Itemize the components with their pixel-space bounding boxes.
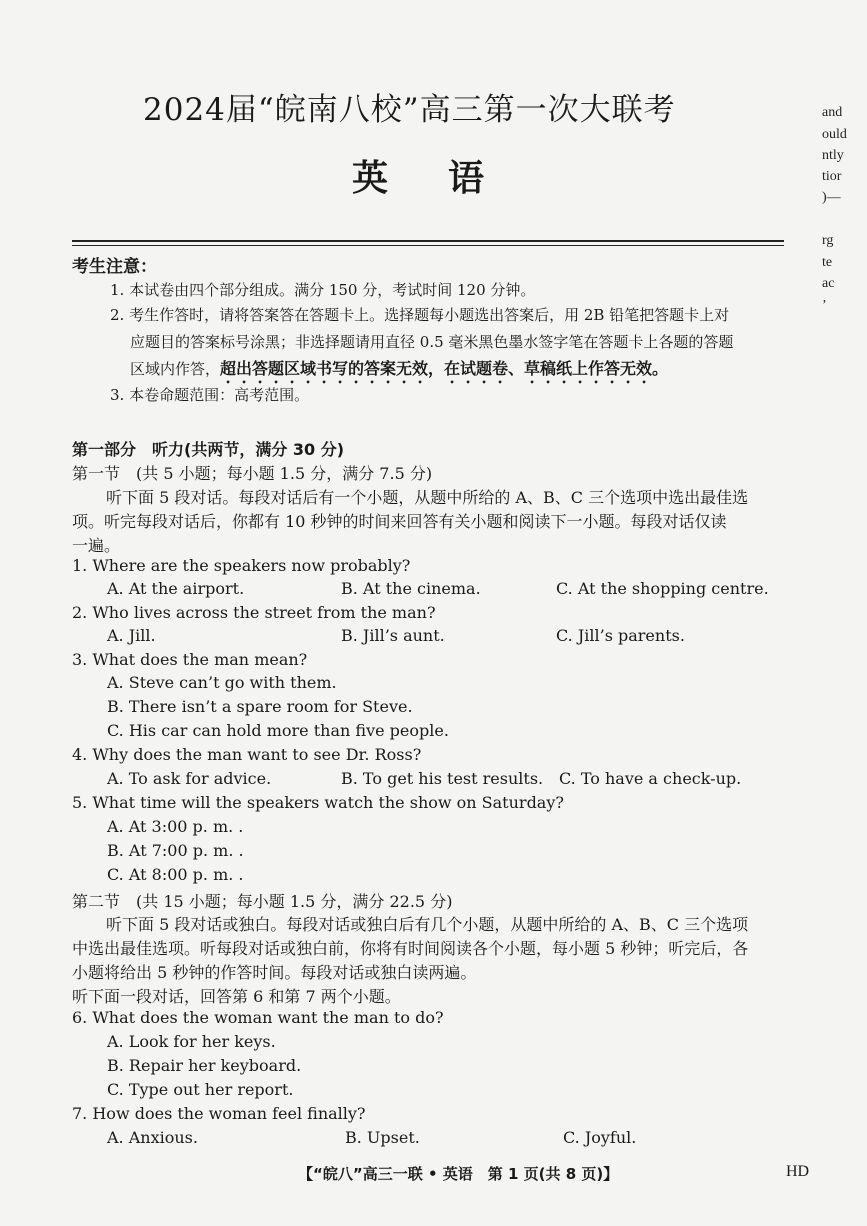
q6-option-b: B. Repair her keyboard.: [107, 1056, 302, 1075]
part1-heading: 第一部分 听力(共两节，满分 30 分): [72, 440, 345, 459]
margin-fragment: tior: [822, 169, 842, 184]
q2-option-a: A. Jill.: [107, 626, 156, 645]
notice-item-2-prefix: 区域内作答，: [130, 360, 221, 378]
margin-fragment: and: [822, 105, 843, 120]
subject-title: 英语: [352, 157, 545, 199]
q4-option-c: C. To have a check-up.: [559, 769, 742, 788]
q7-option-b: B. Upset.: [345, 1128, 420, 1147]
question-1: 1. Where are the speakers now probably?: [72, 556, 411, 575]
q7-option-c: C. Joyful.: [563, 1128, 637, 1147]
q6-option-a: A. Look for her keys.: [107, 1032, 276, 1051]
notice-warning: 超出答题区域书写的答案无效，在试题卷、草稿纸上作答无效。: [220, 359, 669, 378]
section2-instructions-3: 小题将给出 5 秒钟的作答时间。每段对话或独白读两遍。: [72, 963, 477, 982]
section1-instructions-1: 听下面 5 段对话。每段对话后有一个小题，从题中所给的 A、B、C 三个选项中选出最佳选: [106, 488, 749, 507]
margin-fragment: ’: [822, 298, 827, 313]
notice-item-3: 3. 本卷命题范围：高考范围。: [110, 386, 310, 404]
question-5: 5. What time will the speakers watch the show on Saturday?: [72, 793, 564, 812]
section2-instructions-1: 听下面 5 段对话或独白。每段对话或独白后有几个小题，从题中所给的 A、B、C 三个选项: [106, 915, 749, 934]
exam-title: 2024届“皖南八校”高三第一次大联考: [143, 92, 676, 128]
notice-item-2: 2. 考生作答时，请将答案答在答题卡上。选择题每小题选出答案后，用 2B 铅笔把答题卡上对: [110, 306, 730, 324]
q4-option-b: B. To get his test results.: [341, 769, 544, 788]
notice-heading: 考生注意：: [72, 257, 157, 277]
q1-option-c: C. At the shopping centre.: [556, 579, 769, 598]
section2-heading: 第二节 (共 15 小题；每小题 1.5 分，满分 22.5 分): [72, 892, 453, 911]
q3-option-a: A. Steve can’t go with them.: [107, 673, 337, 692]
q1-option-a: A. At the airport.: [107, 579, 245, 598]
q3-option-c: C. His car can hold more than five people.: [107, 721, 449, 740]
section1-instructions-2: 项。听完每段对话后，你都有 10 秒钟的时间来回答有关小题和阅读下一小题。每段对话仅读: [72, 512, 727, 531]
footer-code: HD: [786, 1163, 810, 1180]
margin-fragment: rg: [822, 233, 834, 248]
question-4: 4. Why does the man want to see Dr. Ross?: [72, 745, 422, 764]
header-rule-thin: [72, 245, 784, 246]
q1-option-b: B. At the cinema.: [341, 579, 481, 598]
q6-option-c: C. Type out her report.: [107, 1080, 294, 1099]
notice-item-2-cont2: [130, 356, 668, 387]
margin-fragment: ac: [822, 276, 835, 291]
q2-option-c: C. Jill’s parents.: [556, 626, 685, 645]
margin-fragment: te: [822, 255, 833, 270]
q5-option-a: A. At 3:00 p. m. .: [107, 817, 244, 836]
section2-instructions-2: 中选出最佳选项。听每段对话或独白前，你将有时间阅读各个小题，每小题 5 秒钟；听完后，各: [72, 939, 749, 958]
notice-item-2-cont: 应题目的答案标号涂黑；非选择题请用直径 0.5 毫米黑色墨水签字笔在答题卡上各题的答题: [130, 333, 734, 351]
margin-fragment: ntly: [822, 148, 844, 163]
q4-option-a: A. To ask for advice.: [107, 769, 272, 788]
question-3: 3. What does the man mean?: [72, 650, 308, 669]
section2-lead: 听下面一段对话，回答第 6 和第 7 两个小题。: [72, 987, 401, 1006]
header-rule-thick: [72, 240, 784, 242]
q2-option-b: B. Jill’s aunt.: [341, 626, 445, 645]
q5-option-c: C. At 8:00 p. m. .: [107, 865, 244, 884]
page-footer: 【“皖八”高三一联 • 英语 第 1 页(共 8 页)】: [298, 1165, 619, 1183]
section1-instructions-3: 一遍。: [72, 536, 121, 555]
q3-option-b: B. There isn’t a spare room for Steve.: [107, 697, 413, 716]
q5-option-b: B. At 7:00 p. m. .: [107, 841, 244, 860]
margin-fragment: )—: [822, 190, 841, 205]
notice-item-1: 1. 本试卷由四个部分组成。满分 150 分，考试时间 120 分钟。: [110, 281, 536, 299]
section1-heading: 第一节 (共 5 小题；每小题 1.5 分，满分 7.5 分): [72, 464, 433, 483]
question-6: 6. What does the woman want the man to do?: [72, 1008, 444, 1027]
question-7: 7. How does the woman feel finally?: [72, 1104, 366, 1123]
margin-fragment: ould: [822, 127, 847, 142]
q7-option-a: A. Anxious.: [107, 1128, 198, 1147]
question-2: 2. Who lives across the street from the man?: [72, 603, 436, 622]
